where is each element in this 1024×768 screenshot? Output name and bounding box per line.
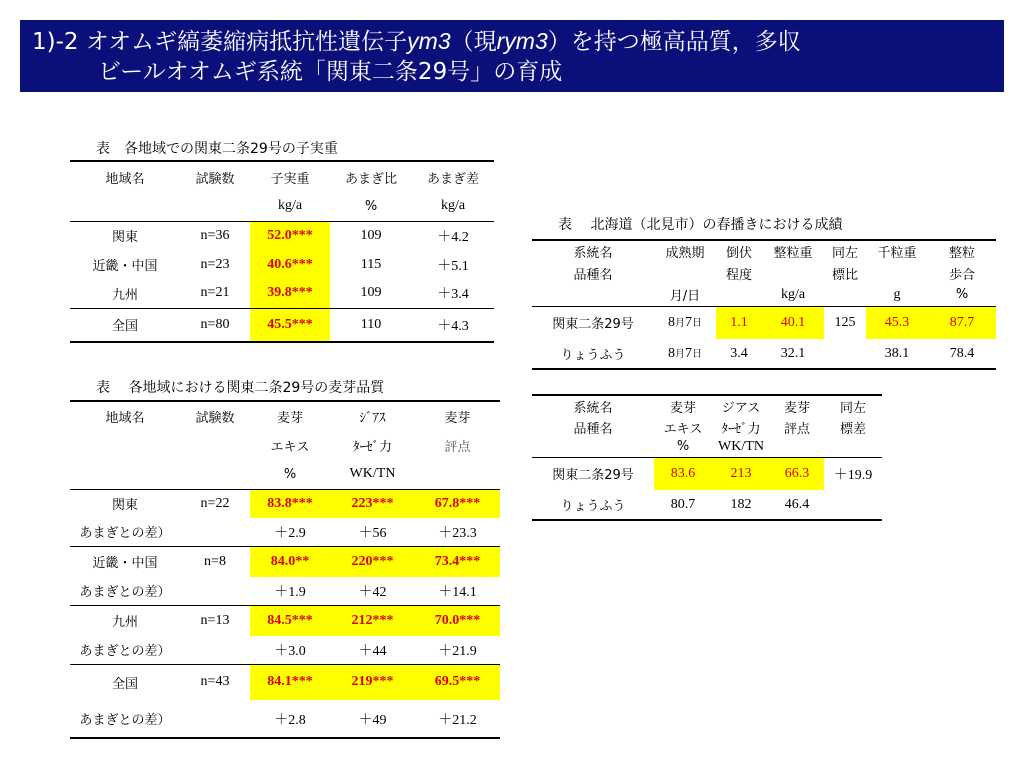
score-cell: 69.5***: [415, 664, 500, 700]
grain-weight-cell: 40.1: [762, 306, 824, 339]
table-row: [532, 490, 882, 520]
column-header: 千粒重: [877, 246, 917, 261]
unit-row: [532, 284, 996, 306]
yield-cell: 39.8***: [250, 279, 330, 308]
title-text: （現: [450, 29, 497, 55]
unit-label: %: [364, 198, 378, 214]
table-row: [70, 489, 500, 518]
gene-name: rym3: [496, 28, 548, 54]
diff-cell: ＋14.1: [438, 584, 477, 600]
trial-count-cell: n=21: [200, 285, 230, 301]
diff-cell: ＋4.3: [437, 318, 469, 334]
table-row: [70, 221, 494, 250]
table-row: [70, 279, 494, 308]
diff-cell: ＋2.9: [274, 525, 306, 541]
yield-cell: 45.5***: [250, 308, 330, 342]
score-cell: 66.3: [770, 457, 824, 490]
table-row: [70, 546, 500, 577]
title-banner: [20, 20, 1004, 92]
table-header-row: [70, 431, 500, 460]
table-row: [532, 457, 882, 490]
diff-row: [70, 700, 500, 738]
trial-count-cell: n=36: [200, 227, 230, 243]
hokkaido-malt-table: [532, 394, 882, 521]
total-row: [70, 308, 494, 342]
column-header: 麦芽: [276, 411, 303, 426]
region-cell: 近畿・中国: [92, 259, 158, 274]
diff-cell: [824, 490, 882, 520]
score-cell: 46.4: [784, 496, 810, 512]
diff-cell: ＋42: [358, 584, 387, 600]
column-header: 成熟期: [665, 246, 705, 261]
diff-cell: ＋1.9: [274, 584, 306, 600]
ratio-cell: [824, 339, 866, 369]
region-cell: 近畿・中国: [92, 556, 158, 572]
extract-cell: 83.8***: [250, 489, 330, 518]
column-header: 同左: [839, 401, 866, 416]
unit-label: %: [955, 287, 969, 303]
title-line-1: [32, 26, 992, 57]
table-header-row: [70, 161, 494, 192]
column-header: 試験数: [195, 171, 235, 187]
table-header-row: [532, 240, 996, 262]
score-cell: 73.4***: [415, 546, 500, 577]
diff-cell: ＋4.2: [437, 229, 469, 245]
diastase-cell: 219***: [330, 664, 415, 700]
maturity-cell: 8月7日: [668, 315, 702, 331]
title-line-2: ビールオオムギ系統「関東二条29号」の育成: [98, 59, 563, 85]
unit-label: g: [893, 286, 901, 302]
unit-label: %: [676, 439, 690, 455]
unit-label: WK/TN: [718, 438, 764, 454]
column-header: あまぎ差: [426, 171, 479, 187]
malt-quality-table: [70, 400, 500, 739]
line-name-cell: 関東二条29号: [552, 317, 634, 333]
diff-cell: ＋19.9: [833, 467, 873, 483]
diff-cell: ＋5.1: [437, 258, 469, 274]
unit-label: kg/a: [440, 198, 466, 214]
title-text: 1)-2 オオムギ縞萎縮病抵抗性遺伝子: [32, 29, 408, 55]
diff-label: あまぎとの差）: [79, 713, 171, 728]
table1-caption: 表 各地域での関東二条29号の子実重: [96, 141, 338, 157]
column-header: 品種名: [573, 267, 613, 283]
diff-cell: ＋21.2: [438, 712, 477, 728]
diastase-cell: 182: [730, 496, 752, 512]
table-row: [70, 605, 500, 636]
extract-cell: 84.0**: [250, 546, 330, 577]
trial-count-cell: n=22: [200, 495, 230, 511]
table-row: [532, 306, 996, 339]
diff-cell: ＋3.4: [437, 287, 469, 303]
column-header: ｼﾞｱｽ: [359, 411, 386, 426]
table-row: [532, 339, 996, 369]
trial-count-cell: n=43: [200, 674, 230, 690]
maturity-cell: 8月7日: [668, 346, 702, 361]
table2-caption: 表 各地域における関東二条29号の麦芽品質: [96, 380, 385, 396]
column-header: 系統名: [573, 401, 613, 416]
plump-ratio-cell: 78.4: [949, 345, 975, 361]
trial-count-cell: n=13: [200, 612, 230, 628]
column-header: あまぎ比: [344, 171, 397, 187]
yield-cell: 40.6***: [250, 250, 330, 279]
trial-count-cell: n=23: [200, 256, 230, 272]
extract-cell: 84.5***: [250, 605, 330, 636]
unit-label: 月/日: [669, 289, 701, 305]
line-name-cell: りょうふう: [560, 499, 626, 514]
ratio-cell: 109: [360, 285, 382, 301]
column-header: ﾀｰｾﾞ力: [721, 421, 761, 437]
unit-row: [70, 460, 500, 489]
diff-cell: ＋44: [358, 643, 387, 659]
title-text: ）を持つ極高品質，多収: [547, 29, 801, 55]
hokkaido-yield-table: [532, 239, 996, 370]
line-name-cell: 関東二条29号: [552, 468, 634, 484]
column-header: エキス: [663, 421, 703, 437]
column-header: 試験数: [195, 411, 235, 426]
diastase-cell: 223***: [330, 489, 415, 518]
column-header: 麦芽: [783, 401, 810, 416]
line-name-cell: りょうふう: [560, 348, 626, 363]
column-header: 評点: [783, 421, 810, 437]
total-row: [70, 664, 500, 700]
yield-cell: 52.0***: [250, 221, 330, 250]
column-header: 地域名: [105, 411, 145, 426]
extract-cell: 80.7: [670, 496, 696, 512]
column-header: 標比: [831, 267, 858, 283]
unit-label: kg/a: [780, 286, 806, 302]
column-header: 子実重: [270, 171, 310, 187]
region-cell: 全国: [111, 319, 138, 335]
diastase-cell: 213: [712, 457, 770, 490]
diff-label: あまぎとの差）: [79, 644, 171, 660]
column-header: 同左: [831, 246, 858, 261]
diff-cell: ＋23.3: [438, 525, 477, 541]
column-header: ジアス: [721, 401, 761, 416]
unit-label: %: [283, 466, 297, 482]
yield-table: [70, 160, 494, 343]
unit-row: [532, 437, 882, 457]
unit-row: [70, 192, 494, 221]
ratio-cell: 109: [360, 227, 382, 243]
diff-row: [70, 518, 500, 546]
trial-count-cell: n=80: [200, 316, 230, 332]
column-header: エキス: [270, 440, 310, 455]
thousand-kernel-cell: 45.3: [866, 306, 928, 339]
diff-label: あまぎとの差）: [79, 526, 171, 542]
column-header: 系統名: [573, 246, 613, 261]
region-cell: 関東: [111, 230, 138, 246]
diff-cell: ＋21.9: [438, 643, 477, 659]
column-header: 整粒重: [773, 246, 813, 261]
column-header: 地域名: [105, 171, 145, 187]
diff-cell: ＋49: [358, 712, 387, 728]
diff-label: あまぎとの差）: [79, 585, 171, 601]
ratio-cell: 125: [834, 314, 856, 330]
column-header: ﾀｰｾﾞ力: [352, 440, 392, 455]
region-cell: 九州: [111, 287, 138, 303]
column-header: 歩合: [948, 267, 975, 283]
column-header: 倒伏: [725, 246, 752, 261]
diastase-cell: 212***: [330, 605, 415, 636]
ratio-cell: 115: [360, 256, 382, 272]
score-cell: 70.0***: [415, 605, 500, 636]
column-header: 麦芽: [444, 411, 471, 426]
column-header: 麦芽: [669, 401, 696, 416]
diff-cell: ＋2.8: [274, 712, 306, 728]
column-header: 評点: [444, 440, 471, 455]
extract-cell: 83.6: [654, 457, 712, 490]
table-header-row: [532, 417, 882, 437]
lodging-cell: 1.1: [716, 306, 762, 339]
table-header-row: [532, 262, 996, 284]
column-header: 品種名: [573, 421, 613, 437]
diff-row: [70, 577, 500, 605]
diff-cell: ＋3.0: [274, 643, 306, 659]
extract-cell: 84.1***: [250, 664, 330, 700]
region-cell: 関東: [111, 498, 138, 514]
unit-label: WK/TN: [349, 466, 396, 482]
diff-row: [70, 636, 500, 664]
grain-weight-cell: 32.1: [780, 345, 806, 361]
diastase-cell: 220***: [330, 546, 415, 577]
column-header: 程度: [725, 267, 752, 283]
plump-ratio-cell: 87.7: [928, 306, 996, 339]
column-header: 標差: [839, 421, 866, 437]
region-cell: 全国: [111, 676, 138, 692]
column-header: 整粒: [948, 246, 975, 261]
diff-cell: ＋56: [358, 525, 387, 541]
region-cell: 九州: [111, 615, 138, 631]
table3-caption: 表 北海道（北見市）の春播きにおける成績: [558, 217, 843, 233]
ratio-cell: 110: [360, 316, 382, 332]
table-header-row: [70, 401, 500, 431]
gene-name: ym3: [407, 28, 451, 54]
table-header-row: [532, 395, 882, 417]
unit-label: kg/a: [277, 198, 303, 214]
score-cell: 67.8***: [415, 489, 500, 518]
lodging-cell: 3.4: [730, 345, 748, 361]
thousand-kernel-cell: 38.1: [884, 345, 910, 361]
trial-count-cell: n=8: [204, 553, 226, 569]
table-row: [70, 250, 494, 279]
